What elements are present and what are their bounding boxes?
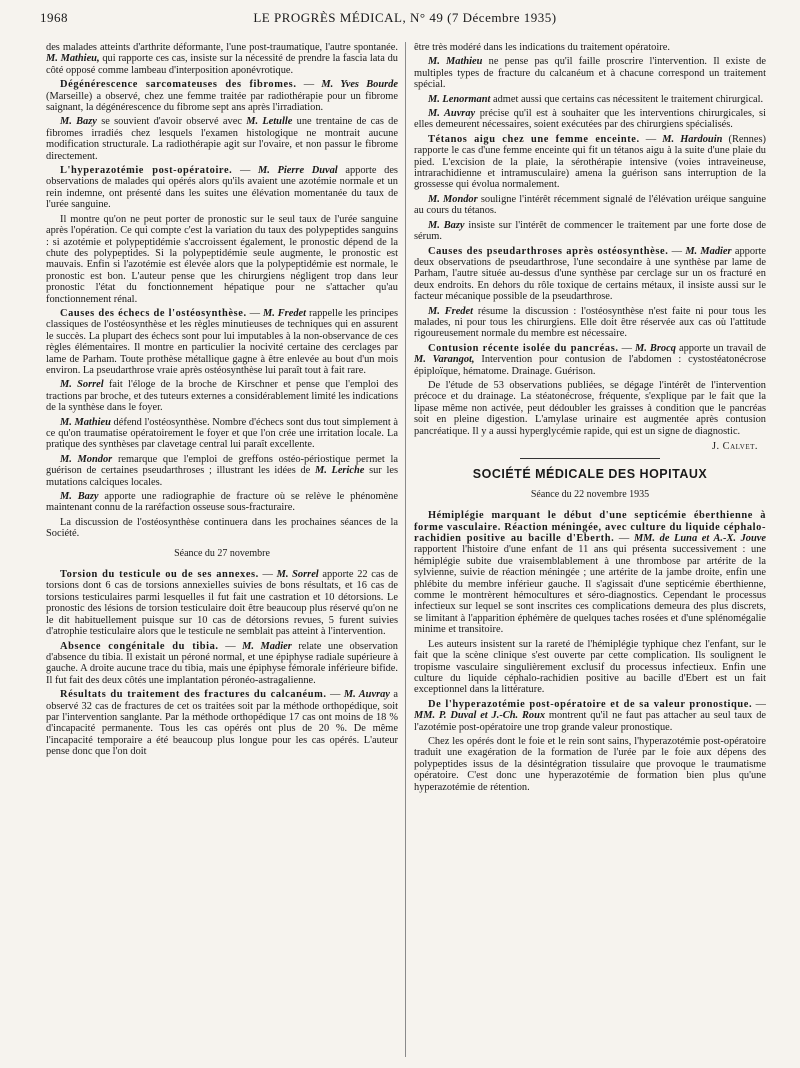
paragraph: De l'étude de 53 observations publiées, se dégage l'intérêt de l'intervention précoce et du drainage. La stéatonécrose, fréquente, s'explique par le fait que la lipase même non activée, peut dédoubler les graisses à condition que le pancréas soit en pleine digestion. L'amylase urinaire est augmentée après contusion pancréatique. Il y a aussi hyperglycémie rapide, qui est un signe de diagnostic. (414, 379, 766, 437)
article-osteosynthese: Causes des échecs de l'ostéosynthèse. — M. Fredet rappelle les principes classiques de l'ostéosynthèse et les règles minutieuses de techniques qui en assurent le succès. La plupart des échecs sont pour lui imputables à la non-observance de ces règles élémentaires. Il montre en particulier la nocivité certaine des cerclages par lame de Parham. Toute prothèse métallique gagne à être enlevée au bout d'un mois environ. La pseudarthrose vraie après ostéosynthèse lui paraît tout à fait rare. (46, 307, 398, 376)
paragraph: M. Mondor remarque que l'emploi de greffons ostéo-périostique permet la guérison de certaines pseudarthroses ; illustrant les idées de M. Leriche sur les mutations calciques locales. (46, 453, 398, 488)
signature: J. Calvet. (711, 441, 758, 452)
article-hyperazotemie: L'hyperazotémie post-opératoire. — M. Pierre Duval apporte des observations de malades qui opérés alors qu'ils avaient une azotémie normale et un rein indemne, ont présenté dans les suites une élévation momentanée du taux de l'urée sanguine. (46, 165, 398, 211)
paragraph: M. Sorrel fait l'éloge de la broche de Kirschner et pense que l'emploi des tractions par broche, et des tuteurs externes a considérablement limité les indications de la synthèse dans le foyer. (46, 379, 398, 414)
article-title: Absence congénitale du tibia. (60, 640, 219, 652)
left-column (46, 42, 398, 1057)
article-title: Tétanos aigu chez une femme enceinte. (428, 133, 640, 145)
article-hemiplegie: Hémiplégie marquant le début d'une septicémie éberthienne à forme vasculaire. Réaction méningée, avec culture du liquide céphalo-rachidien positive au bacille d'Eberth. — MM. de Luna et A.-X. Jouve rapportent l'histoire d'une enfant de 11 ans qui présenta successivement : une hémiplégie subite due vraisemblablement à une thrombose par artérite de la sylvienne, suivie de réaction méningée ; une artérite de la jambe droite, enfin une phlébite du membre inférieur gauche. Il s'agissait d'une septicémie éberthienne, comme le montrèrent hémocultures et séro-diagnostics. Cependant le processus infectieux sur lequel se sont inscrites ces complications demeura des plus discrets, se limitant à l'apparition éphémère de quelques taches rosées et d'une splénomégalie minime et transitoire. (414, 510, 766, 636)
paragraph: Les auteurs insistent sur la rareté de l'hémiplégie typhique chez l'enfant, sur le fait que la scène clinique s'est ouverte par cette complication. Ils soulignent le tropisme vasculaire singulièrement exclusif du processus infectieux. Enfin une culture du liquide céphalo-rachidien positive au bacille d'Ebert est un fait exceptionnel dans la littérature. (414, 638, 766, 696)
page-number: 1968 (40, 10, 68, 25)
article-title: Causes des pseudarthroses après ostéosynthèse. (428, 245, 669, 257)
article-pseudarthroses: Causes des pseudarthroses après ostéosynthèse. — M. Madier apporte deux observations de pseudarthrose, l'une secondaire à une synthèse par lame de Parham, l'autre située au-dessus d'une synthèse par cerclage sur un os fracturé en deux endroits. En dehors du rôle toxique de certains métaux, il insiste aussi sur le facteur mécanique possible de la pseudarthrose. (414, 245, 766, 303)
article-tetanos: Tétanos aigu chez une femme enceinte. — M. Hardouin (Rennes) rapporte le cas d'une femme enceinte qui fit un tétanos aigu à la suite d'une plaie du pied. L'excision de la plaie, la sérothérapie intensive (voies intraveineuse, intrarachidienne et intramusculaire) amena la guérison sans interruption de la grossesse qui évolua normalement. (414, 133, 766, 191)
article-pancreas: Contusion récente isolée du pancréas. — M. Brocq apporte un travail de M. Varangot, Intervention pour contusion de l'abdomen : cystostéatonécrose épiploïque, hématome. Drainage. Guérison. (414, 342, 766, 377)
article-title: De l'hyperazotémie post-opératoire et de sa valeur pronostique. (428, 698, 753, 710)
paragraph: Il montre qu'on ne peut porter de pronostic sur le seul taux de l'urée sanguine après l'opération. Ce qui compte c'est la variation du taux des polypeptides sanguins : si azotémie et polypeptidémie s'accroissent également, le pronostic dépend de la chute des polypeptides. Si la polypeptidémie seule augmente, le pronostic est mauvais. Enfin si l'azotémie est élevée alors que la polypeptidémie est normale, le pronostic est bon. L'auteur pense que les chirurgiens négligent trop dans leur pronostic l'état du fonctionnement hépatique pour ne s'attacher qu'au fonctionnement rénal. (46, 213, 398, 305)
paragraph: M. Bazy se souvient d'avoir observé avec M. Letulle une trentaine de cas de fibromes irradiés chez lesquels l'examen histologique ne montrait aucune modification structurale. La radiothérapie agit sur l'ovaire, et non passur le fibrome directement. (46, 116, 398, 162)
section-divider (520, 458, 660, 459)
paragraph: La discussion de l'ostéosynthèse continuera dans les prochaines séances de la Société. (46, 516, 398, 540)
session-date: Séance du 22 novembre 1935 (530, 488, 650, 500)
article-hyperazotemie-pronostique: De l'hyperazotémie post-opératoire et de sa valeur pronostique. — MM. P. Duval et J.-Ch. Roux montrent qu'il ne faut pas attacher au seul taux de l'azotémie post-opératoire une trop grande valeur pronostique. (414, 698, 766, 733)
paragraph: M. Mondor souligne l'intérêt récemment signalé de l'élévation uréique sanguine au cours du tétanos. (414, 193, 766, 217)
article-title: Causes des échecs de l'ostéosynthèse. (60, 307, 247, 319)
paragraph: M. Fredet résume la discussion : l'ostéosynthèse n'est faite ni pour tous les malades, ni pour tous les chirurgiens. Elle doit être réservée aux cas où l'attitude rigoureusement normale du membre est nécessaire. (414, 305, 766, 340)
page-header (40, 10, 770, 28)
right-column (414, 42, 766, 1057)
paragraph: être très modéré dans les indications du traitement opératoire. (414, 42, 670, 53)
section-title: SOCIÉTÉ MÉDICALE DES HOPITAUX (472, 467, 708, 482)
article-torsion: Torsion du testicule ou de ses annexes. — M. Sorrel apporte 22 cas de torsions dont 6 cas de torsions annexielles suivies de bons résultats, et 16 cas de torsions testiculaires parmi lesquelles il fut fait une castration et 10 détorsions. Le pronostic des lésions de torsion testiculaire doit être beaucoup plus réservé qu'on ne le dit habituellement puisque sur 10 cas de détorsions revues, 5 furent suivies d'atrophie testiculaire alors que le testicule ne semblait pas atteint à l'intervention. (46, 569, 398, 638)
session-date: Séance du 27 novembre (174, 547, 270, 559)
article-degenerescence: Dégénérescence sarcomateuses des fibromes. — M. Yves Bourde (Marseille) a observé, chez une femme traitée par radiothérapie pour un fibrome saignant, la dégénérescence du fibrome sept ans après l'irradiation. (46, 79, 398, 114)
column-divider (405, 42, 406, 1057)
paragraph: des malades atteints d'arthrite déformante, l'une post-traumatique, l'autre spontanée. M. Mathieu, qui rapporte ces cas, insiste sur la nécessité de prendre la fascia lata du côté opposé comme lambeau d'interposition aponévrotique. (46, 42, 398, 76)
article-title: Contusion récente isolée du pancréas. (428, 342, 619, 354)
paragraph: M. Auvray précise qu'il est à souhaiter que les interventions chirurgicales, si elles demeurent nécessaires, soient exécutées par des chirurgiens spécialisés. (414, 108, 766, 131)
article-title: Torsion du testicule ou de ses annexes. (60, 569, 259, 581)
paragraph: M. Bazy apporte une radiographie de fracture où se relève le phénomène maintenant connu de la raréfaction osseuse sous-fracturaire. (46, 491, 398, 514)
paragraph: M. Lenormant admet aussi que certains cas nécessitent le traitement chirurgical. (428, 93, 764, 105)
article-calcaneum: Résultats du traitement des fractures du calcanéum. — M. Auvray a observé 32 cas de fractures de cet os traitées soit par la méthode orthopédique, soit par l'intervention sanglante. Par la méthode orthopédique 17 cas ont moins de 18 % d'incapacité permanente. Tous les cas opérés ont plus de 20 %. De même l'incapacité temporaire a été beaucoup plus longue pour les cas opérés. L'auteur pense donc que l'on doit (46, 689, 398, 758)
article-title: Résultats du traitement des fractures du calcanéum. (60, 689, 327, 701)
running-title: LE PROGRÈS MÉDICAL, N° 49 (7 Décembre 1935) (253, 10, 557, 25)
article-title: Hémiplégie marquant le début d'une septicémie éberthienne à forme vasculaire. Réaction méningée, avec culture du liquide céphalo-rachidien positive au bacille d'Eberth. (414, 510, 766, 545)
paragraph: M. Mathieu défend l'ostéosynthèse. Nombre d'échecs sont dus tout simplement à ce qu'on traumatise opératoirement le foyer et que l'on crée une irritation locale. La pratique des synthèses par clavetage central lui paraît excellente. (46, 416, 398, 451)
article-title: L'hyperazotémie post-opératoire. (60, 165, 233, 177)
paragraph: Chez les opérés dont le foie et le rein sont sains, l'hyperazotémie post-opératoire traduit une exagération de la formation de l'urée par le foie aux dépens des polypeptides issus de la désintégration tissulaire que provoque le traumatisme opératoire. C'est donc une hyperazotémie de formation bien plus qu'une hyperazotémie de rétention. (414, 735, 766, 793)
article-tibia: Absence congénitale du tibia. — M. Madier relate une observation d'absence du tibia. Il existait un péroné normal, et une épiphyse radiale supérieure à gauche. A droite aucune trace du tibia, mais une épiphyse fémorale inférieure bifide. Il fut fait des deux côtés une implantation péronéo-astragalienne. (46, 640, 398, 686)
article-title: Dégénérescence sarcomateuses des fibromes. (60, 79, 297, 91)
paragraph: M. Mathieu ne pense pas qu'il faille proscrire l'intervention. Il existe de multiples types de fracture du calcanéum et à chacune correspond un traitement spécial. (414, 56, 766, 91)
paragraph: M. Bazy insiste sur l'intérêt de commencer le traitement par une forte dose de sérum. (414, 219, 766, 243)
